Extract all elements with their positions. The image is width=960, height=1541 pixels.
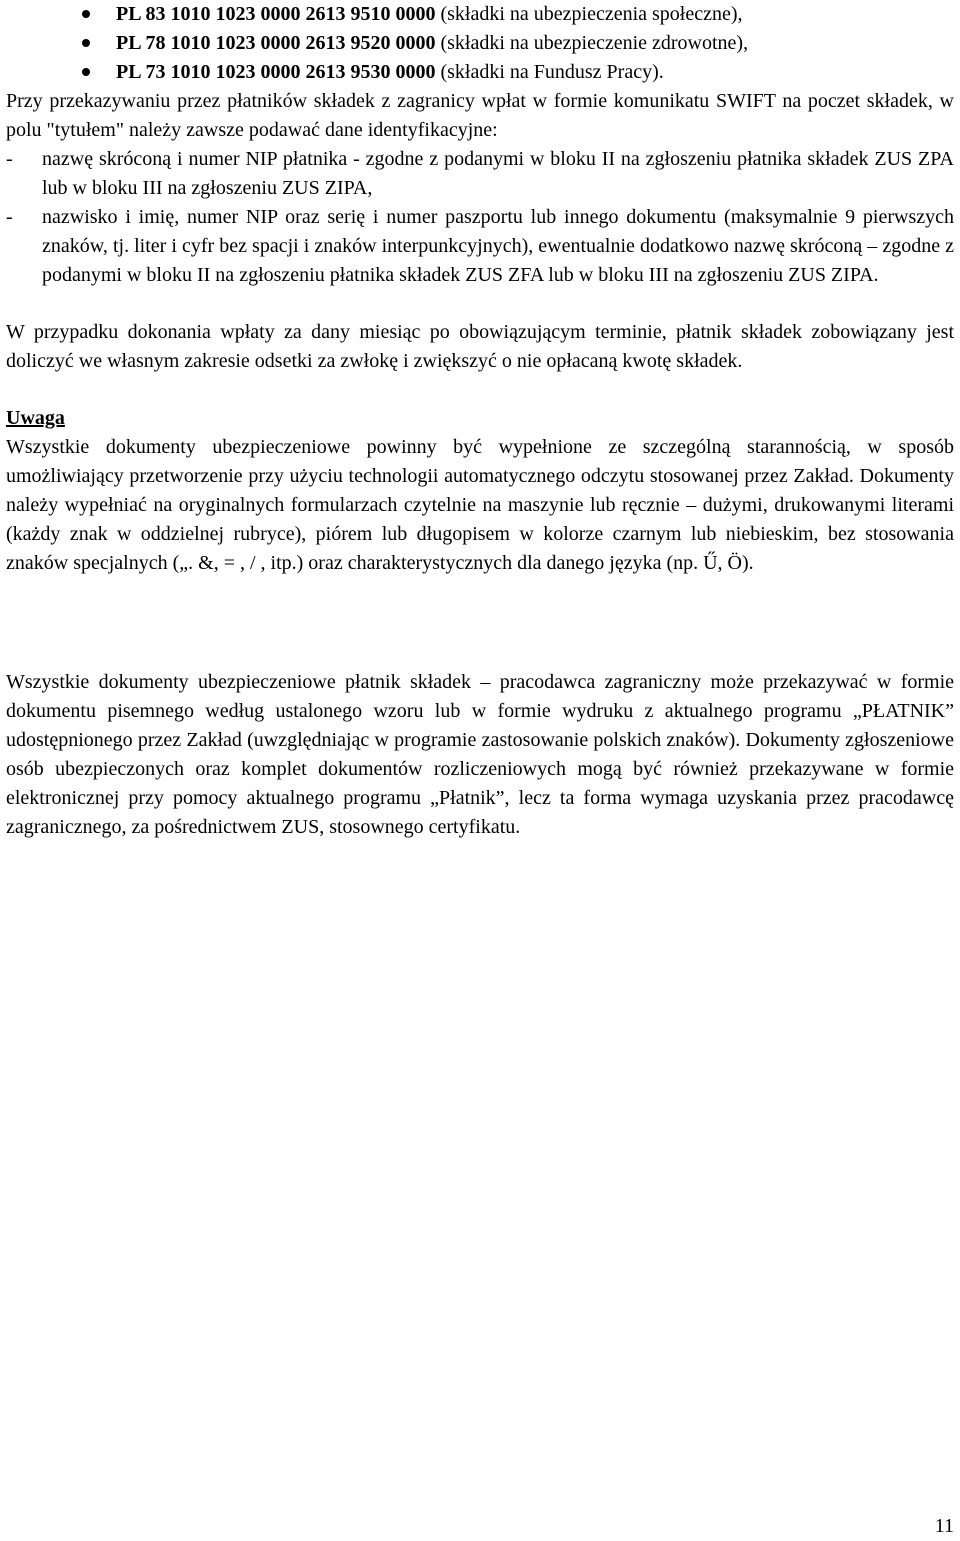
documents-paragraph: Wszystkie dokumenty ubezpieczeniowe płatnik składek – pracodawca zagraniczny może przekazywać w formie dokumentu pisemnego według ustalonego wzoru lub w formie wydruku z aktualnego programu „PŁATNIK” udostępnionego przez Zakład (uwzględniając w programie zastosowanie polskich znaków). Dokumenty zgłoszeniowe osób ubezpieczonych oraz komplet dokumentów rozliczeniowych mogą być również przekazywane w formie elektronicznej przy pomocy aktualnego programu „Płatnik”, lecz ta forma wymaga uzyskania przez pracodawcę zagranicznego, za pośrednictwem ZUS, stosownego certyfikatu. — [6, 671, 954, 838]
account-number: PL 73 1010 1023 0000 2613 9530 0000 — [116, 61, 436, 83]
swift-item — [6, 145, 954, 203]
uwaga-paragraph: Wszystkie dokumenty ubezpieczeniowe powinny być wypełnione ze szczególną starannością, w sposób umożliwiający przetworzenie przy użyciu technologii automatycznego odczytu stosowanej przez Zakład. Dokumenty należy wypełniać na oryginalnych formularzach czytelnie na maszynie lub ręcznie – dużymi, drukowanymi literami (każdy znak w oddzielnej rubryce), piórem lub długopisem w kolorze czarnym lub niebieskim, bez stosowania znaków specjalnych („. &, = , / , itp.) oraz charakterystycznych dla danego języka (np. Ű, Ö). — [6, 436, 954, 574]
account-list — [6, 0, 954, 87]
document-page — [6, 0, 954, 842]
account-item — [6, 29, 954, 58]
account-description: (składki na Fundusz Pracy). — [440, 61, 664, 83]
account-item — [6, 58, 954, 87]
swift-intro: Przy przekazywaniu przez płatników składek z zagranicy wpłat w formie komunikatu SWIFT na poczet składek, w polu "tytułem" należy zawsze podawać dane identyfikacyjne: — [6, 90, 954, 141]
swift-item-text: nazwę skróconą i numer NIP płatnika - zgodne z podanymi w bloku II na zgłoszeniu płatnika składek ZUS ZPA lub w bloku III na zgłoszeniu ZUS ZIPA, — [42, 148, 954, 199]
bullet-icon — [82, 10, 90, 18]
swift-item-text: nazwisko i imię, numer NIP oraz serię i numer paszportu lub innego dokumentu (maksymalnie 9 pierwszych znaków, tj. liter i cyfr bez spacji i znaków interpunkcyjnych), ewentualnie dodatkowo nazwę skróconą – zgodne z podanymi w bloku II na zgłoszeniu płatnika składek ZUS ZFA lub w bloku III na zgłoszeniu ZUS ZIPA. — [42, 206, 954, 286]
spacer — [6, 376, 954, 404]
account-number: PL 78 1010 1023 0000 2613 9520 0000 — [116, 32, 436, 54]
page-number: 11 — [934, 1515, 954, 1537]
bullet-icon — [82, 39, 90, 47]
spacer — [6, 290, 954, 318]
swift-item — [6, 203, 954, 290]
spacer — [6, 578, 954, 668]
bullet-icon — [82, 68, 90, 76]
dash-marker: - — [6, 148, 13, 170]
account-item — [6, 0, 954, 29]
late-payment-paragraph: W przypadku dokonania wpłaty za dany miesiąc po obowiązującym terminie, płatnik składek zobowiązany jest doliczyć we własnym zakresie odsetki za zwłokę i zwiększyć o nie opłacaną kwotę składek. — [6, 321, 954, 372]
account-description: (składki na ubezpieczenia społeczne), — [440, 3, 743, 25]
account-number: PL 83 1010 1023 0000 2613 9510 0000 — [116, 3, 436, 25]
uwaga-heading: Uwaga — [6, 407, 65, 429]
dash-marker: - — [6, 206, 13, 228]
account-description: (składki na ubezpieczenie zdrowotne), — [440, 32, 749, 54]
